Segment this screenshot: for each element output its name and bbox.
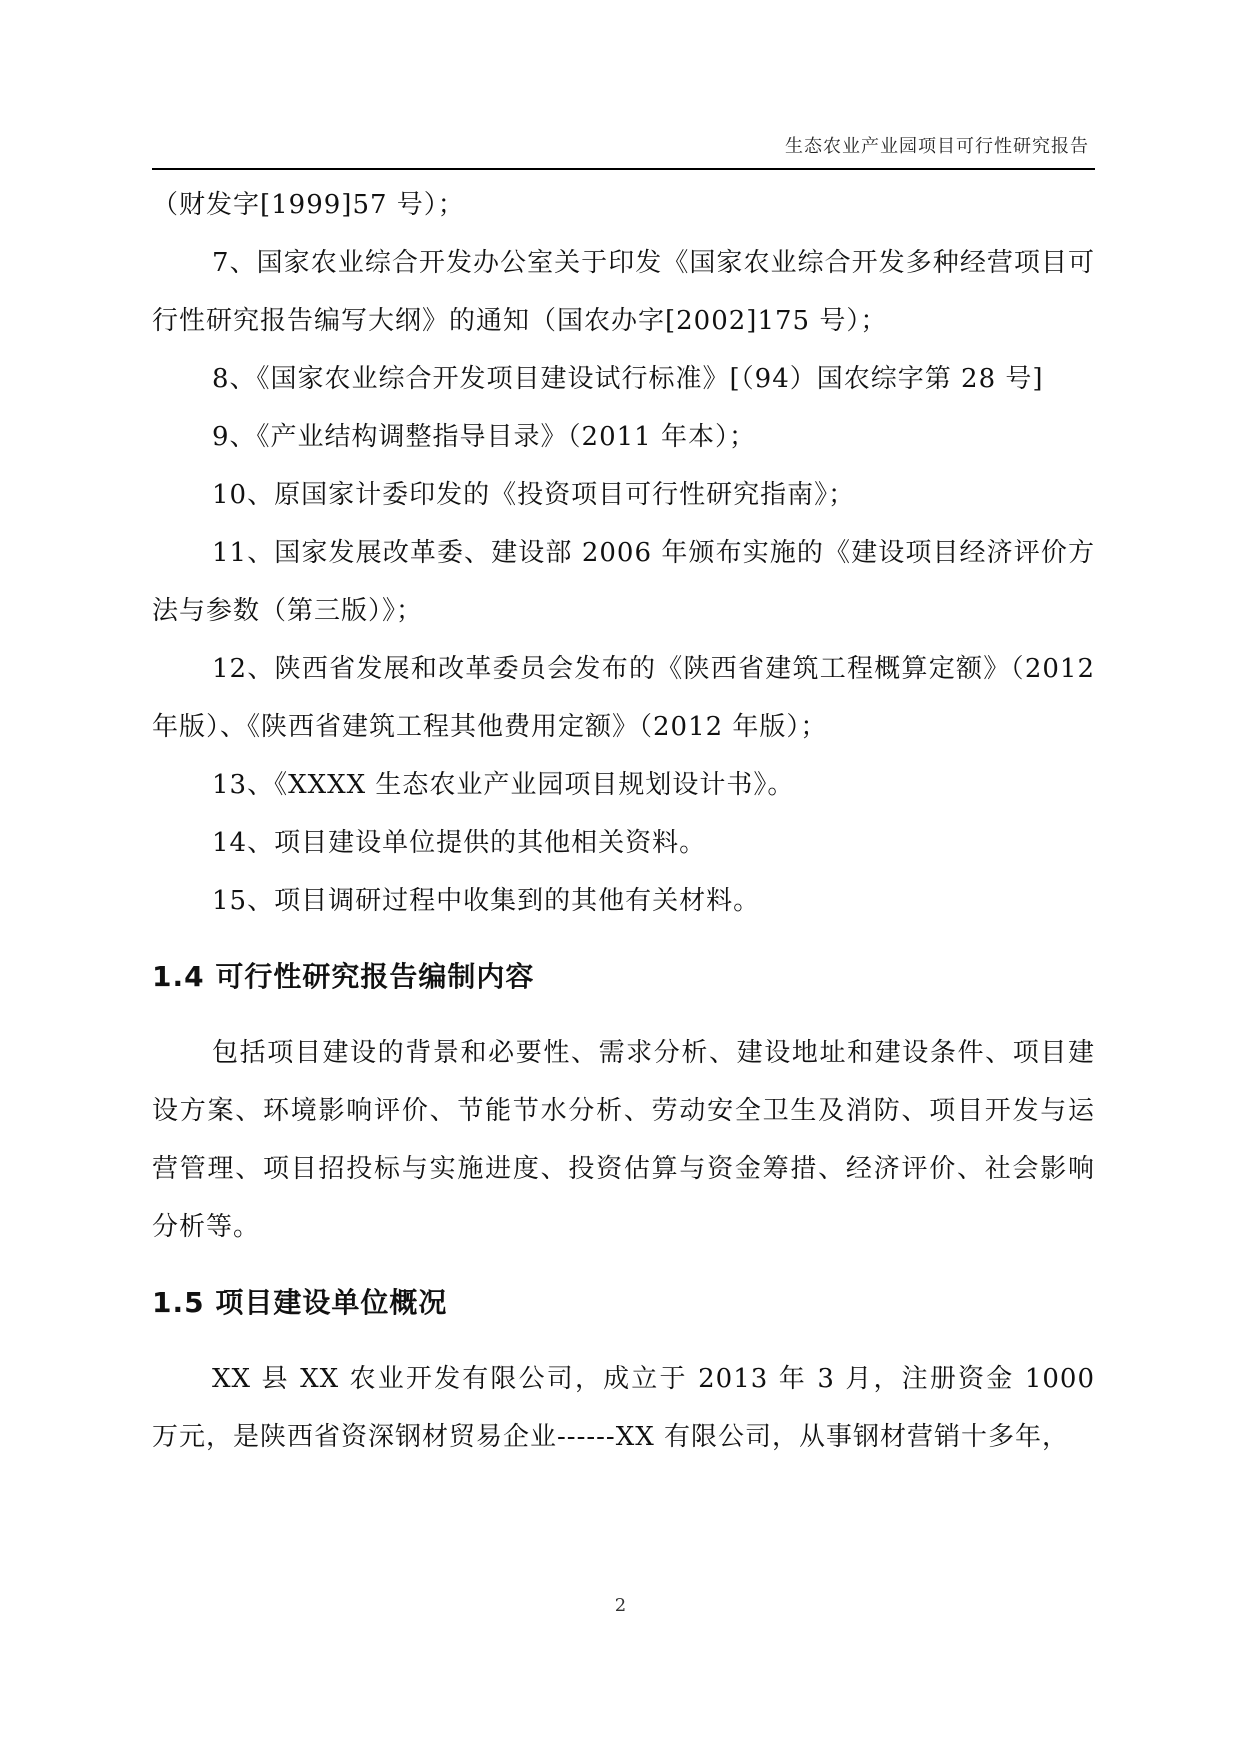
reference-item-11: 11、国家发展改革委、建设部 2006 年颁布实施的《建设项目经济评价方法与参数（第三版）》；: [152, 538, 1095, 626]
reference-item-10: 10、原国家计委印发的《投资项目可行性研究指南》；: [212, 480, 856, 510]
paragraph-continuation: （财发字[1999]57 号）；: [152, 190, 465, 220]
page-header: [152, 118, 1095, 170]
section-heading-1-5: 1.5 项目建设单位概况: [152, 1286, 448, 1319]
header-title: 生态农业产业园项目可行性研究报告: [785, 136, 1089, 157]
section-1-5-body: XX 县 XX 农业开发有限公司，成立于 2013 年 3 月，注册资金 1000 万元，是陕西省资深钢材贸易企业------XX 有限公司，从事钢材营销十多年，: [152, 1364, 1095, 1452]
reference-item-9: 9、《产业结构调整指导目录》（2011 年本）；: [212, 422, 756, 452]
reference-item-13: 13、《XXXX 生态农业产业园项目规划设计书》。: [212, 770, 795, 800]
document-body: [152, 176, 1095, 1466]
reference-item-12: 12、陕西省发展和改革委员会发布的《陕西省建筑工程概算定额》（2012 年版）、《陕西省建筑工程其他费用定额》（2012 年版）；: [152, 654, 1095, 742]
page-number: 2: [614, 1595, 627, 1616]
reference-item-8: 8、《国家农业综合开发项目建设试行标准》[（94）国农综字第 28 号]: [212, 364, 1044, 394]
section-heading-1-4: 1.4 可行性研究报告编制内容: [152, 960, 535, 993]
reference-item-15: 15、项目调研过程中收集到的其他有关材料。: [212, 886, 761, 916]
section-1-4-body: 包括项目建设的背景和必要性、需求分析、建设地址和建设条件、项目建设方案、环境影响评价、节能节水分析、劳动安全卫生及消防、项目开发与运营管理、项目招投标与实施进度、投资估算与资金筹措、经济评价、社会影响分析等。: [152, 1038, 1095, 1242]
reference-item-7: 7、国家农业综合开发办公室关于印发《国家农业综合开发多种经营项目可行性研究报告编写大纲》的通知（国农办字[2002]175 号）；: [152, 248, 1095, 336]
reference-item-14: 14、项目建设单位提供的其他相关资料。: [212, 828, 707, 858]
